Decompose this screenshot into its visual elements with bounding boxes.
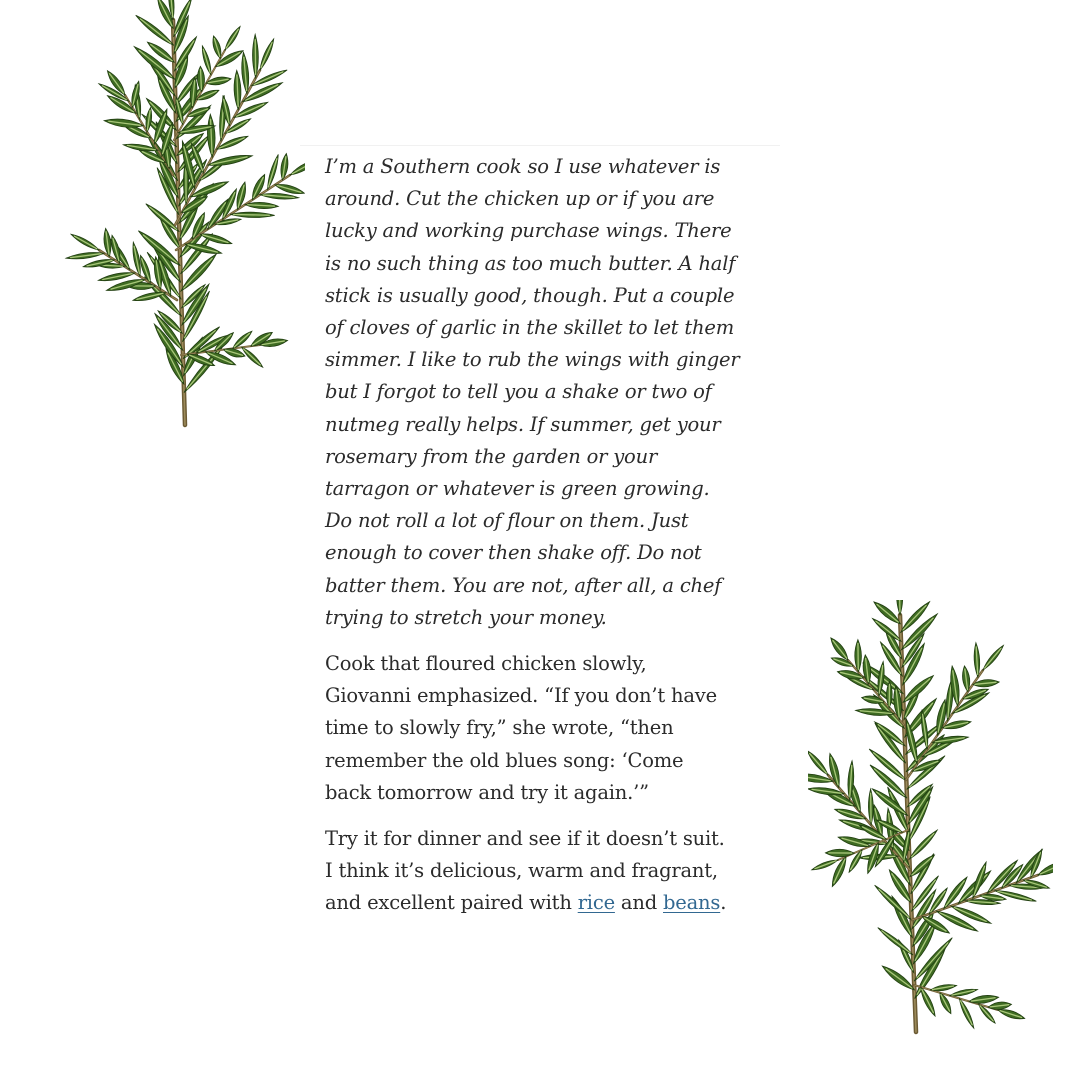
rosemary-sprig-icon	[55, 0, 305, 435]
paragraph-line	[325, 887, 780, 919]
quote-line: I’m a Southern cook so I use whatever is	[325, 155, 721, 178]
body-paragraph	[300, 823, 780, 920]
quote-paragraph	[300, 146, 780, 634]
paragraph-text: .	[720, 891, 727, 915]
paragraph-line: Giovanni emphasized. “If you don’t have	[325, 684, 717, 708]
quote-line: is no such thing as too much butter. A half	[325, 251, 736, 275]
body-paragraph	[300, 648, 780, 809]
quote-line: batter them. You are not, after all, a chef	[325, 573, 722, 597]
paragraph-line: Cook that floured chicken slowly,	[325, 652, 647, 676]
paragraph-line: remember the old blues song: ‘Come	[325, 748, 684, 772]
quote-line: nutmeg really helps. If summer, get your	[325, 412, 721, 436]
quote-line: of cloves of garlic in the skillet to let them	[325, 316, 735, 340]
paragraph-line: Try it for dinner and see if it doesn’t suit.	[325, 827, 725, 851]
quote-line: enough to cover then shake off. Do not	[325, 541, 702, 565]
paragraph-text: and	[614, 891, 663, 915]
paragraph-line: back tomorrow and try it again.’”	[325, 780, 649, 804]
paragraph-line: I think it’s delicious, warm and fragrant,	[325, 859, 718, 883]
paragraph-text: and excellent paired with	[325, 891, 578, 915]
quote-line: simmer. I like to rub the wings with ginger	[325, 348, 740, 372]
quote-line: but I forgot to tell you a shake or two of	[325, 380, 712, 404]
quote-line: rosemary from the garden or your	[325, 444, 658, 468]
quote-line: around. Cut the chicken up or if you are	[325, 187, 715, 211]
paragraph-line: time to slowly fry,” she wrote, “then	[325, 716, 674, 740]
article-body	[300, 145, 780, 920]
quote-line: stick is usually good, though. Put a couple	[325, 283, 735, 307]
rice-link[interactable]: rice	[577, 891, 615, 915]
quote-line: trying to stretch your money.	[325, 605, 607, 629]
quote-line: Do not roll a lot of flour on them. Just	[325, 509, 689, 533]
quote-line: lucky and working purchase wings. There	[325, 219, 732, 243]
rosemary-sprig-icon	[808, 600, 1053, 1040]
quote-line: tarragon or whatever is green growing.	[325, 477, 710, 501]
beans-link[interactable]: beans	[663, 891, 721, 915]
